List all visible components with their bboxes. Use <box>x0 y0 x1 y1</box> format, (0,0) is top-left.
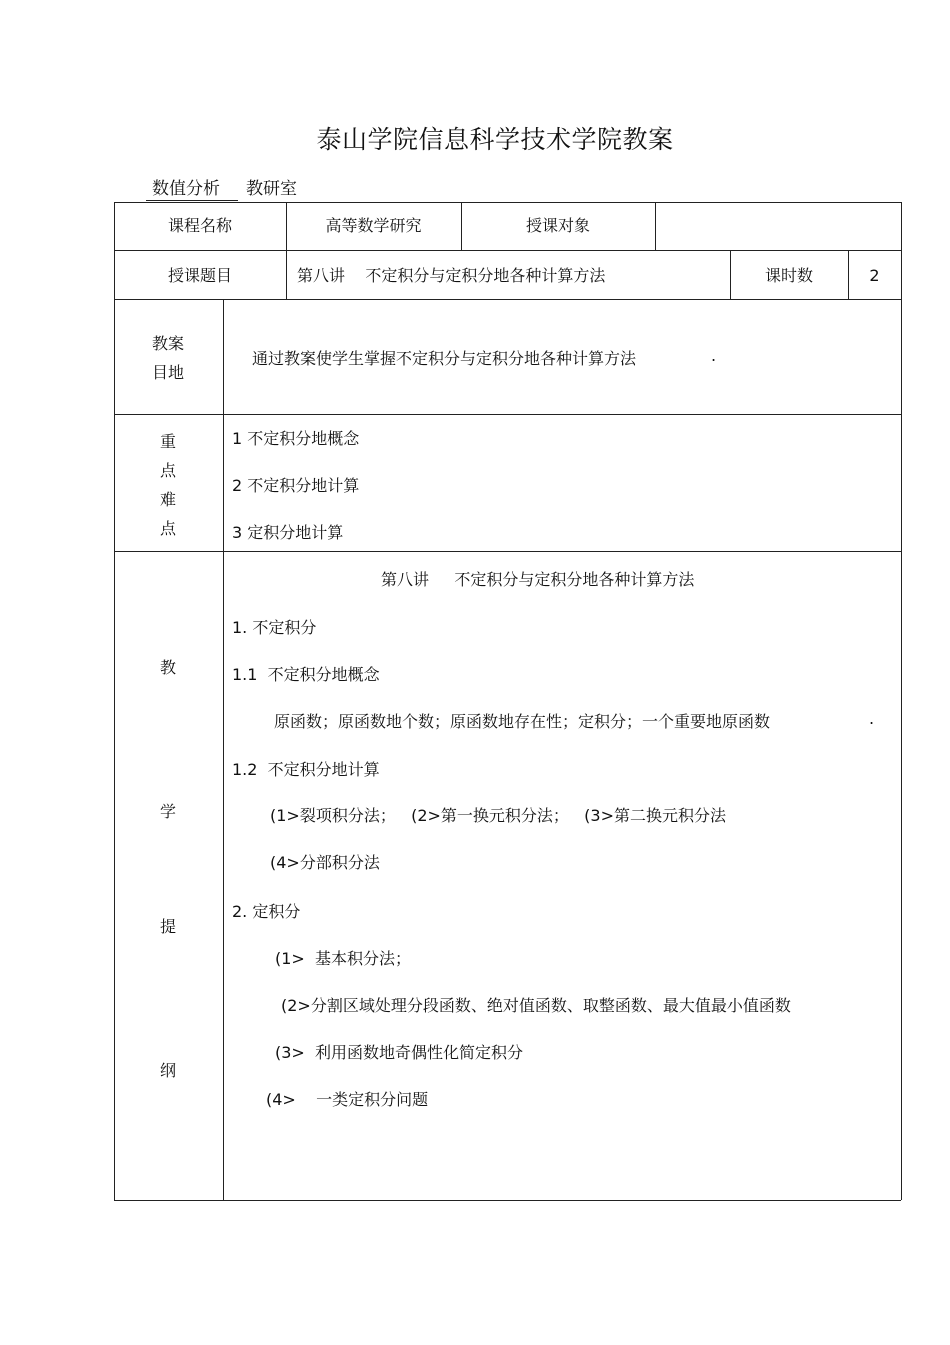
outline-label-char: 学 <box>160 802 177 821</box>
outline-label-char: 提 <box>160 917 177 936</box>
objective-text: 通过教案使学生掌握不定积分与定积分地各种计算方法 <box>252 349 637 368</box>
department-line <box>146 174 297 201</box>
objective-label-line: 教案 <box>151 334 184 353</box>
outline-line: (4>分部积分法 <box>270 853 380 872</box>
outline-line-end-dot: . <box>869 709 875 728</box>
key-points-label <box>114 427 222 543</box>
outline-heading: 第八讲 不定积分与定积分地各种计算方法 <box>381 570 695 589</box>
key-points-label-char: 难 <box>159 490 176 509</box>
document-title: 泰山学院信息科学技术学院教案 <box>316 125 674 154</box>
table-border-right <box>901 202 902 1200</box>
key-points-label-char: 点 <box>159 461 176 480</box>
key-points-label-char: 重 <box>159 432 176 451</box>
table-border-top <box>114 202 901 203</box>
outline-line: 1.2 不定积分地计算 <box>232 760 380 779</box>
outline-line: (3> 利用函数地奇偶性化简定积分 <box>275 1043 524 1062</box>
table-row-divider <box>114 250 901 251</box>
table-row-divider <box>114 299 901 300</box>
outline-line: (1> 基本积分法； <box>275 949 412 968</box>
objective-label-line: 目地 <box>151 363 184 382</box>
class-hours-value: 2 <box>869 266 880 285</box>
outline-line: (4> 一类定积分问题 <box>266 1090 429 1109</box>
outline-line: 1. 不定积分 <box>232 618 317 637</box>
course-name-label: 课程名称 <box>167 216 232 235</box>
class-hours-label: 课时数 <box>764 266 813 285</box>
objective-label <box>114 329 222 387</box>
table-row-divider <box>114 414 901 415</box>
objective-end-dot: . <box>711 346 717 365</box>
outline-line: (1>裂项积分法； (2>第一换元积分法； (3>第二换元积分法 <box>270 806 727 825</box>
table-row-divider <box>114 551 901 552</box>
outline-line: 2. 定积分 <box>232 902 301 921</box>
department-name: 数值分析 <box>146 174 238 201</box>
outline-line: 原函数；原函数地个数；原函数地存在性；定积分；一个重要地原函数 <box>274 712 771 731</box>
course-name-value: 高等数学研究 <box>325 216 422 235</box>
outline-label-char: 教 <box>160 658 177 677</box>
department-suffix: 教研室 <box>246 179 297 199</box>
outline-label-char: 纲 <box>160 1061 177 1080</box>
table-col-divider <box>655 202 656 250</box>
outline-line: (2>分割区域处理分段函数、绝对值函数、取整函数、最大值最小值函数 <box>281 996 791 1015</box>
topic-label: 授课题目 <box>167 266 232 285</box>
key-point-item: 2 不定积分地计算 <box>232 476 360 495</box>
key-point-item: 3 定积分地计算 <box>232 523 344 542</box>
audience-label: 授课对象 <box>525 216 590 235</box>
topic-value: 第八讲 不定积分与定积分地各种计算方法 <box>297 266 606 285</box>
outline-line: 1.1 不定积分地概念 <box>232 665 380 684</box>
table-border-bottom <box>114 1200 901 1201</box>
key-points-label-char: 点 <box>159 519 176 538</box>
table-col-divider <box>223 299 224 1200</box>
key-point-item: 1 不定积分地概念 <box>232 429 360 448</box>
